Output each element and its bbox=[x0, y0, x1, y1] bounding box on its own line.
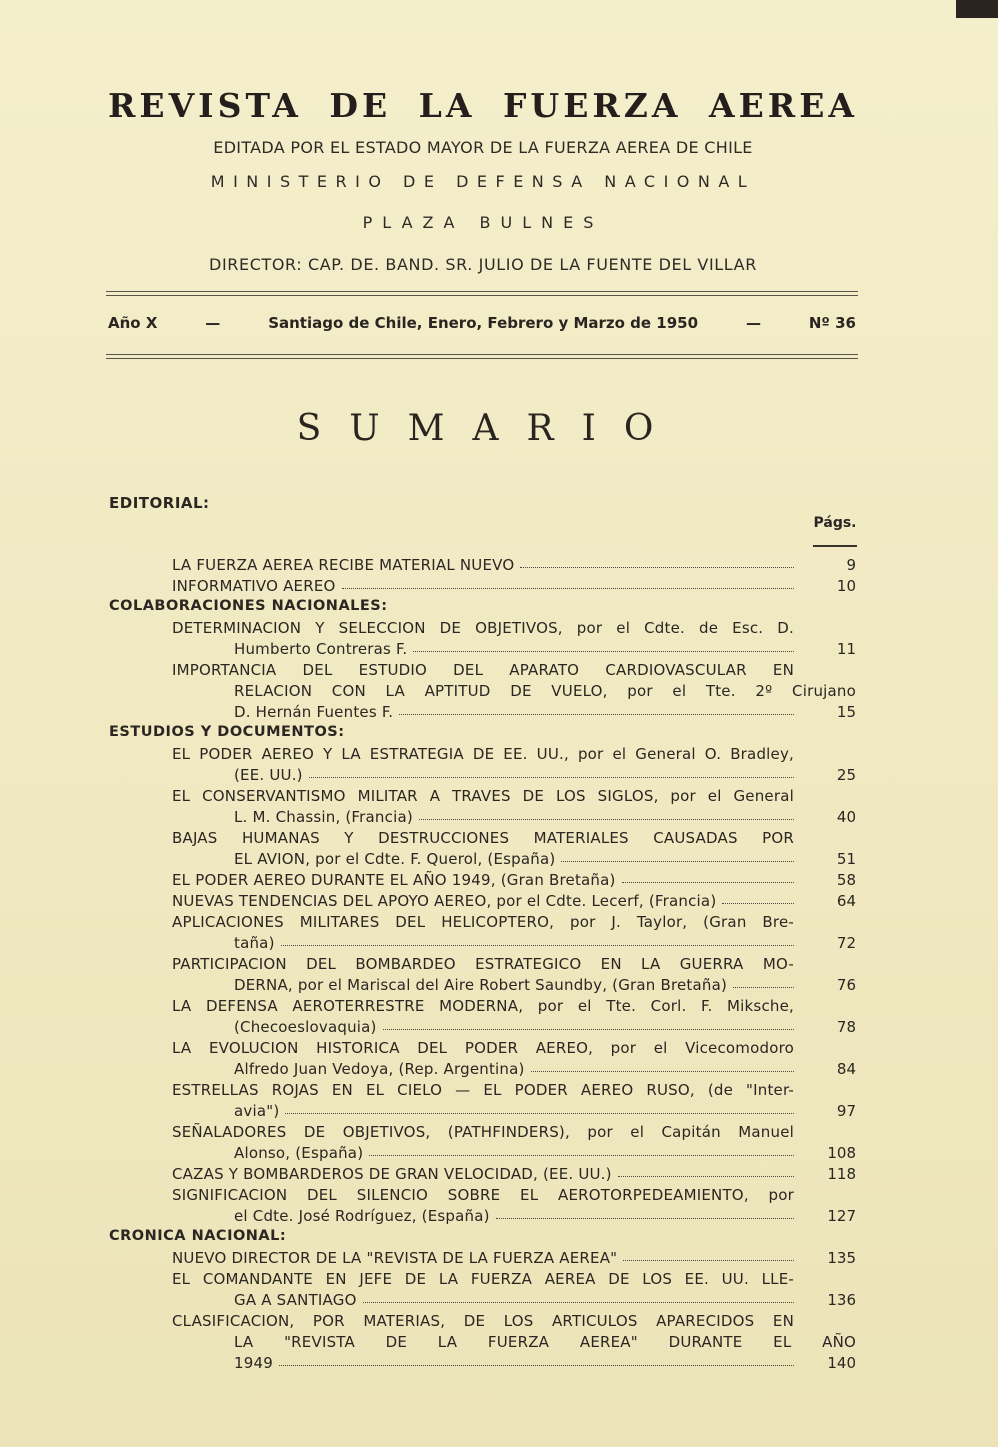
header-rule bbox=[106, 291, 858, 292]
toc-entry-text: CLASIFICACION, POR MATERIAS, DE LOS ARTICULOS APARECIDOS EN bbox=[172, 1312, 794, 1330]
toc-page-number: 64 bbox=[836, 892, 856, 910]
toc-entry-text: LA "REVISTA DE LA FUERZA AEREA" DURANTE EL AÑO bbox=[234, 1333, 856, 1351]
toc-entry-text: SEÑALADORES DE OBJETIVOS, (PATHFINDERS), por el Capitán Manuel bbox=[172, 1123, 794, 1141]
toc-entry-line bbox=[234, 807, 794, 827]
toc-entry-text: 1949 bbox=[234, 1354, 273, 1372]
section-heading-editorial: EDITORIAL: bbox=[109, 494, 210, 512]
dot-leader bbox=[383, 1027, 794, 1030]
toc-page-number: 10 bbox=[836, 577, 856, 595]
toc-entry-line bbox=[234, 849, 794, 869]
dot-leader bbox=[623, 1258, 794, 1261]
toc-page-number: 136 bbox=[827, 1291, 856, 1309]
toc-page-number: 76 bbox=[836, 976, 856, 994]
dot-leader bbox=[285, 1111, 794, 1114]
toc-entry-text: Alfredo Juan Vedoya, (Rep. Argentina) bbox=[234, 1060, 525, 1078]
toc-page-number: 25 bbox=[836, 766, 856, 784]
dot-leader bbox=[363, 1300, 794, 1303]
toc-entry-line bbox=[234, 765, 794, 785]
dot-leader bbox=[342, 586, 794, 589]
toc-entry-line bbox=[172, 1164, 794, 1184]
section-heading: CRONICA NACIONAL: bbox=[109, 1228, 287, 1244]
masthead-word: REVISTA bbox=[108, 86, 302, 125]
issue-line bbox=[108, 314, 856, 332]
dot-leader bbox=[281, 943, 794, 946]
toc-entry-text: (EE. UU.) bbox=[234, 766, 303, 784]
toc-entry-text: EL CONSERVANTISMO MILITAR A TRAVES DE LOS SIGLOS, por el General bbox=[172, 787, 794, 805]
toc-entry-text: NUEVAS TENDENCIAS DEL APOYO AEREO, por el Cdte. Lecerf, (Francia) bbox=[172, 892, 717, 910]
toc-entry-line bbox=[172, 1248, 794, 1268]
dot-leader bbox=[279, 1363, 794, 1366]
toc-entry-text: (Checoeslovaquia) bbox=[234, 1018, 377, 1036]
toc-entry-text: el Cdte. José Rodríguez, (España) bbox=[234, 1207, 490, 1225]
toc-entry-text: IMPORTANCIA DEL ESTUDIO DEL APARATO CARDIOVASCULAR EN bbox=[172, 661, 794, 679]
header-rule bbox=[106, 354, 858, 355]
dot-leader bbox=[496, 1216, 794, 1219]
issue-place-date: Santiago de Chile, Enero, Febrero y Marzo de 1950 bbox=[268, 314, 699, 332]
publisher-line: EDITADA POR EL ESTADO MAYOR DE LA FUERZA AEREA DE CHILE bbox=[213, 138, 753, 157]
toc-entry-text: LA DEFENSA AEROTERRESTRE MODERNA, por el Tte. Corl. F. Miksche, bbox=[172, 997, 794, 1015]
toc-page-number: 127 bbox=[827, 1207, 856, 1225]
dot-leader bbox=[618, 1174, 794, 1177]
toc-entry-text: avia") bbox=[234, 1102, 280, 1120]
toc-page-number: 78 bbox=[836, 1018, 856, 1036]
toc-page-number: 9 bbox=[846, 556, 856, 574]
toc-entry-text: INFORMATIVO AEREO bbox=[172, 577, 336, 595]
pages-column-rule bbox=[813, 545, 857, 547]
ministry-line: MINISTERIO DE DEFENSA NACIONAL bbox=[210, 172, 756, 191]
toc-page-number: 15 bbox=[836, 703, 856, 721]
issue-year: Año X bbox=[108, 314, 158, 332]
issue-dash: — bbox=[745, 314, 761, 332]
header-rule bbox=[106, 358, 858, 359]
pages-column-label: Págs. bbox=[813, 515, 857, 531]
toc-entry-text: BAJAS HUMANAS Y DESTRUCCIONES MATERIALES CAUSADAS POR bbox=[172, 829, 794, 847]
toc-page-number: 108 bbox=[827, 1144, 856, 1162]
toc-entry-text: CAZAS Y BOMBARDEROS DE GRAN VELOCIDAD, (EE. UU.) bbox=[172, 1165, 612, 1183]
toc-page-number: 118 bbox=[827, 1165, 856, 1183]
toc-entry-text: EL PODER AEREO DURANTE EL AÑO 1949, (Gran Bretaña) bbox=[172, 871, 616, 889]
toc-entry-text: EL PODER AEREO Y LA ESTRATEGIA DE EE. UU., por el General O. Bradley, bbox=[172, 745, 794, 763]
dot-leader bbox=[531, 1069, 794, 1072]
dot-leader bbox=[622, 880, 794, 883]
toc-entry-text: D. Hernán Fuentes F. bbox=[234, 703, 394, 721]
dot-leader bbox=[733, 985, 794, 988]
director-line: DIRECTOR: CAP. DE. BAND. SR. JULIO DE LA FUENTE DEL VILLAR bbox=[209, 255, 757, 274]
toc-entry-text: APLICACIONES MILITARES DEL HELICOPTERO, por J. Taylor, (Gran Bre- bbox=[172, 913, 794, 931]
toc-entry-text: L. M. Chassin, (Francia) bbox=[234, 808, 413, 826]
toc-page-number: 72 bbox=[836, 934, 856, 952]
scan-corner-mark bbox=[956, 0, 998, 18]
toc-entry-text: taña) bbox=[234, 934, 275, 952]
section-heading: ESTUDIOS Y DOCUMENTOS: bbox=[109, 724, 345, 740]
dot-leader bbox=[520, 565, 794, 568]
header-rule bbox=[106, 295, 858, 296]
toc-entry-text: EL AVION, por el Cdte. F. Querol, (España) bbox=[234, 850, 556, 868]
toc-entry-text: SIGNIFICACION DEL SILENCIO SOBRE EL AEROTORPEDEAMIENTO, por bbox=[172, 1186, 794, 1204]
toc-page-number: 84 bbox=[836, 1060, 856, 1078]
masthead-word: DE bbox=[329, 86, 392, 125]
toc-entry-text: NUEVO DIRECTOR DE LA "REVISTA DE LA FUERZA AEREA" bbox=[172, 1249, 618, 1267]
toc-entry-text: DERNA, por el Mariscal del Aire Robert Saundby, (Gran Bretaña) bbox=[234, 976, 728, 994]
toc-page-number: 97 bbox=[836, 1102, 856, 1120]
masthead-word: LA bbox=[418, 86, 476, 125]
dot-leader bbox=[419, 817, 794, 820]
dot-leader bbox=[722, 901, 794, 904]
toc-entry-line bbox=[234, 975, 794, 995]
toc-page-number: 58 bbox=[836, 871, 856, 889]
issue-number: Nº 36 bbox=[808, 314, 856, 332]
toc-entry-line bbox=[234, 1017, 794, 1037]
toc-entry-text: PARTICIPACION DEL BOMBARDEO ESTRATEGICO EN LA GUERRA MO- bbox=[172, 955, 794, 973]
toc-page-number: 135 bbox=[827, 1249, 856, 1267]
toc-entry-line bbox=[234, 933, 794, 953]
toc-page-number: 51 bbox=[836, 850, 856, 868]
toc-entry-line bbox=[234, 639, 794, 659]
masthead-word: AEREA bbox=[709, 86, 858, 125]
toc-entry-line bbox=[234, 702, 794, 722]
toc-entry-line bbox=[172, 891, 794, 911]
toc-entry-line bbox=[234, 1353, 794, 1373]
dot-leader bbox=[413, 649, 794, 652]
toc-entry-line bbox=[172, 576, 794, 596]
toc-page-number: 140 bbox=[827, 1354, 856, 1372]
summary-title: SUMARIO bbox=[296, 408, 682, 449]
toc-entry-text: GA A SANTIAGO bbox=[234, 1291, 357, 1309]
toc-entry-text: Alonso, (España) bbox=[234, 1144, 364, 1162]
toc-entry-line bbox=[234, 1101, 794, 1121]
toc-entry-line bbox=[172, 870, 794, 890]
issue-dash: — bbox=[205, 314, 221, 332]
toc-entry-line bbox=[234, 1290, 794, 1310]
section-heading: COLABORACIONES NACIONALES: bbox=[109, 598, 388, 614]
toc-entry-line bbox=[234, 1059, 794, 1079]
address-line: PLAZA BULNES bbox=[362, 213, 604, 232]
toc-entry-text: LA FUERZA AEREA RECIBE MATERIAL NUEVO bbox=[172, 556, 515, 574]
toc-entry-text: DETERMINACION Y SELECCION DE OBJETIVOS, por el Cdte. de Esc. D. bbox=[172, 619, 794, 637]
masthead-word: FUERZA bbox=[503, 86, 682, 125]
toc-entry-line bbox=[234, 1206, 794, 1226]
toc-page-number: 40 bbox=[836, 808, 856, 826]
toc-entry-text: LA EVOLUCION HISTORICA DEL PODER AEREO, por el Vicecomodoro bbox=[172, 1039, 794, 1057]
toc-entry-text: ESTRELLAS ROJAS EN EL CIELO — EL PODER AEREO RUSO, (de "Inter- bbox=[172, 1081, 794, 1099]
masthead-title bbox=[108, 86, 858, 125]
toc-entry-line bbox=[172, 555, 794, 575]
toc-page-number: 11 bbox=[836, 640, 856, 658]
dot-leader bbox=[399, 712, 794, 715]
toc-entry-text: EL COMANDANTE EN JEFE DE LA FUERZA AEREA DE LOS EE. UU. LLE- bbox=[172, 1270, 794, 1288]
dot-leader bbox=[309, 775, 794, 778]
toc-entry-line bbox=[234, 1143, 794, 1163]
dot-leader bbox=[561, 859, 794, 862]
toc-entry-text: Humberto Contreras F. bbox=[234, 640, 408, 658]
dot-leader bbox=[369, 1153, 794, 1156]
toc-entry-text: RELACION CON LA APTITUD DE VUELO, por el Tte. 2º Cirujano bbox=[234, 682, 856, 700]
